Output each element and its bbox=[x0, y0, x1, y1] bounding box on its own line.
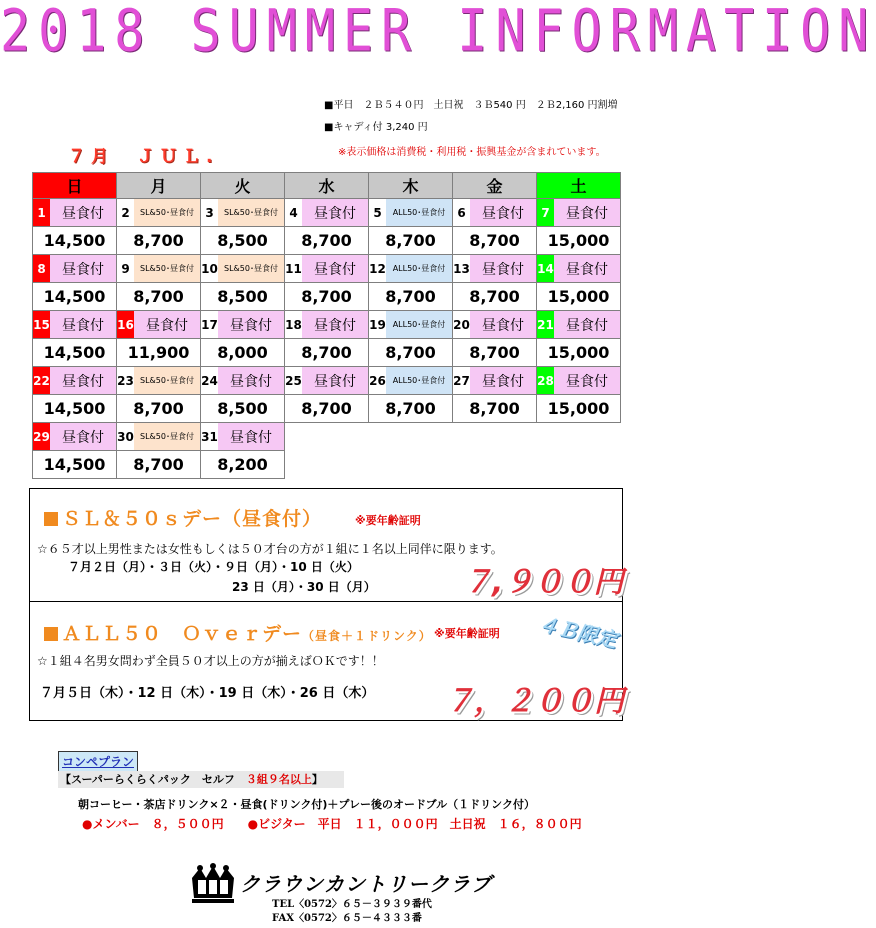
caddie-price: ■キャディ付 3,240 円 bbox=[324, 122, 428, 133]
day-price: 8,700 bbox=[453, 283, 537, 311]
day-plan-type: 昼食付 bbox=[50, 199, 116, 226]
day-number: 9 bbox=[121, 261, 130, 276]
day-price: 8,700 bbox=[369, 227, 453, 255]
day-plan-type: ALL50･昼食付 bbox=[386, 367, 452, 394]
day-price: 15,000 bbox=[537, 339, 621, 367]
day-plan-type: SL&50･昼食付 bbox=[134, 255, 200, 282]
day-plan-type: 昼食付 bbox=[554, 199, 620, 226]
day-number: 4 bbox=[289, 205, 298, 220]
day-number: 18 bbox=[285, 317, 302, 332]
day-plan-type: SL&50･昼食付 bbox=[134, 367, 200, 394]
club-tel: TEL〈0572〉６５－３９３９番代 bbox=[272, 899, 432, 910]
day-price: 8,700 bbox=[285, 227, 369, 255]
day-number: 7 bbox=[537, 199, 554, 226]
day-plan-type: SL&50･昼食付 bbox=[218, 255, 284, 282]
day-number: 16 bbox=[117, 311, 134, 338]
weekday-header: 月 bbox=[117, 173, 201, 199]
day-price: 14,500 bbox=[33, 451, 117, 479]
day-price: 15,000 bbox=[537, 395, 621, 423]
day-price: 8,500 bbox=[201, 227, 285, 255]
sl50-dates-line1: ７月２日（月）・３日（火）・９日（月）・10 日（火） bbox=[68, 560, 359, 574]
sl50-plan-title: ＳＬ＆５０ｓデー（昼食付） bbox=[44, 504, 322, 531]
calendar-day-cell bbox=[285, 255, 369, 283]
calendar-day-cell bbox=[33, 199, 117, 227]
calendar-day-cell bbox=[285, 311, 369, 339]
calendar-day-cell bbox=[369, 311, 453, 339]
day-number: 28 bbox=[537, 367, 554, 394]
day-price: 15,000 bbox=[537, 283, 621, 311]
day-number: 27 bbox=[453, 373, 470, 388]
calendar-day-cell bbox=[201, 423, 285, 451]
calendar-day-cell bbox=[369, 367, 453, 395]
day-plan-type: 昼食付 bbox=[554, 367, 620, 394]
day-number: 31 bbox=[201, 429, 218, 444]
club-name: クラウンカントリークラブ bbox=[240, 872, 492, 896]
day-price: 8,500 bbox=[201, 283, 285, 311]
package-fees: ●メンバー ８，５００円 ●ビジター 平日 １１，０００円 土日祝 １６，８００円 bbox=[82, 817, 582, 831]
calendar-day-cell bbox=[537, 367, 621, 395]
package-title: 【スーパーらくらくパック セルフ ３組９名以上】 bbox=[58, 771, 344, 788]
club-fax: FAX〈0572〉６５－４３３３番 bbox=[272, 913, 422, 924]
day-plan-type: 昼食付 bbox=[470, 367, 536, 394]
day-price: 14,500 bbox=[33, 283, 117, 311]
day-number: 25 bbox=[285, 373, 302, 388]
day-plan-type: 昼食付 bbox=[218, 311, 284, 338]
weekday-header: 木 bbox=[369, 173, 453, 199]
day-price: 8,700 bbox=[117, 451, 201, 479]
day-price: 8,700 bbox=[453, 227, 537, 255]
day-plan-type: ALL50･昼食付 bbox=[386, 199, 452, 226]
day-price: 8,700 bbox=[369, 283, 453, 311]
calendar-day-cell bbox=[201, 367, 285, 395]
calendar-day-cell bbox=[453, 367, 537, 395]
calendar-day-cell bbox=[369, 255, 453, 283]
calendar-day-cell bbox=[117, 367, 201, 395]
day-number: 11 bbox=[285, 261, 302, 276]
day-number: 24 bbox=[201, 373, 218, 388]
day-price: 8,700 bbox=[453, 339, 537, 367]
day-plan-type: 昼食付 bbox=[302, 311, 368, 338]
weekday-header: 水 bbox=[285, 173, 369, 199]
weekday-header: 土 bbox=[537, 173, 621, 199]
day-number: 30 bbox=[117, 429, 134, 444]
day-price: 14,500 bbox=[33, 395, 117, 423]
day-plan-type: 昼食付 bbox=[50, 367, 116, 394]
day-plan-type: 昼食付 bbox=[470, 255, 536, 282]
day-number: 3 bbox=[205, 205, 214, 220]
calendar-day-cell bbox=[117, 311, 201, 339]
calendar-day-cell bbox=[201, 255, 285, 283]
day-number: 13 bbox=[453, 261, 470, 276]
day-plan-type: 昼食付 bbox=[554, 311, 620, 338]
day-plan-type: 昼食付 bbox=[470, 311, 536, 338]
all50-dates: ７月５日（木）・12 日（木）・19 日（木）・26 日（木） bbox=[40, 686, 375, 701]
day-price: 15,000 bbox=[537, 227, 621, 255]
day-number: 17 bbox=[201, 317, 218, 332]
day-price: 8,700 bbox=[285, 339, 369, 367]
day-number: 19 bbox=[369, 317, 386, 332]
calendar-day-cell bbox=[33, 255, 117, 283]
calendar-day-cell bbox=[453, 199, 537, 227]
day-number: 26 bbox=[369, 373, 386, 388]
month-label: ７月 ＪＵＬ. bbox=[68, 147, 219, 167]
tax-note: ※表示価格は消費税・利用税・振興基金が含まれています。 bbox=[338, 147, 606, 158]
day-number: 5 bbox=[373, 205, 382, 220]
calendar-day-cell bbox=[201, 199, 285, 227]
day-price: 8,700 bbox=[285, 283, 369, 311]
day-number: 6 bbox=[457, 205, 466, 220]
compe-plan-label: コンペプラン bbox=[58, 751, 138, 772]
green-fee-prices: ■平日 ２Ｂ５４０円 土日祝 ３Ｂ540 円 ２Ｂ2,160 円割増 bbox=[324, 100, 618, 111]
day-plan-type: 昼食付 bbox=[50, 311, 116, 338]
day-price: 8,700 bbox=[369, 395, 453, 423]
square-bullet-icon bbox=[44, 512, 58, 526]
day-plan-type: 昼食付 bbox=[50, 423, 116, 450]
day-plan-type: 昼食付 bbox=[218, 367, 284, 394]
day-number: 10 bbox=[201, 261, 218, 276]
sl50-price: ７,９００円 bbox=[462, 565, 624, 600]
calendar-table bbox=[32, 172, 621, 479]
day-number: 20 bbox=[453, 317, 470, 332]
day-price: 8,700 bbox=[117, 283, 201, 311]
day-number: 12 bbox=[369, 261, 386, 276]
weekday-header: 金 bbox=[453, 173, 537, 199]
calendar-day-cell bbox=[117, 423, 201, 451]
four-ball-limited-badge: ４Ｂ限定 bbox=[536, 611, 620, 653]
all50-condition: ☆１組４名男女問わず全員５０才以上の方が揃えばＯＫです！！ bbox=[37, 654, 384, 668]
day-plan-type: SL&50･昼食付 bbox=[218, 199, 284, 226]
all50-age-note: ※要年齢証明 bbox=[434, 627, 500, 640]
day-plan-type: 昼食付 bbox=[470, 199, 536, 226]
sl50-age-note: ※要年齢証明 bbox=[355, 514, 421, 527]
day-price: 11,900 bbox=[117, 339, 201, 367]
day-number: 29 bbox=[33, 423, 50, 450]
day-plan-type: 昼食付 bbox=[302, 199, 368, 226]
day-price: 8,700 bbox=[285, 395, 369, 423]
day-plan-type: 昼食付 bbox=[554, 255, 620, 282]
day-price: 8,200 bbox=[201, 451, 285, 479]
calendar-day-cell bbox=[453, 311, 537, 339]
all50-plan-title: ＡＬＬ５０ Ｏｖｅｒデー（昼食＋１ドリンク） bbox=[44, 619, 432, 646]
day-number: 22 bbox=[33, 367, 50, 394]
day-price: 8,700 bbox=[117, 395, 201, 423]
calendar-day-cell bbox=[117, 255, 201, 283]
calendar-day-cell bbox=[537, 311, 621, 339]
day-number: 1 bbox=[33, 199, 50, 226]
calendar-day-cell bbox=[369, 199, 453, 227]
weekday-header: 日 bbox=[33, 173, 117, 199]
day-plan-type: 昼食付 bbox=[302, 367, 368, 394]
calendar-day-cell bbox=[33, 311, 117, 339]
day-price: 8,700 bbox=[369, 339, 453, 367]
calendar-day-cell bbox=[201, 311, 285, 339]
day-number: 2 bbox=[121, 205, 130, 220]
day-number: 8 bbox=[33, 255, 50, 282]
day-plan-type: 昼食付 bbox=[134, 311, 200, 338]
day-plan-type: ALL50･昼食付 bbox=[386, 255, 452, 282]
page-title: 2018 SUMMER INFORMATION bbox=[0, 0, 876, 65]
day-number: 23 bbox=[117, 373, 134, 388]
day-plan-type: SL&50･昼食付 bbox=[134, 199, 200, 226]
calendar-day-cell bbox=[285, 367, 369, 395]
all50-price: ７，２００円 bbox=[444, 684, 624, 719]
calendar-day-cell bbox=[33, 423, 117, 451]
calendar-day-cell bbox=[453, 255, 537, 283]
sl50-condition: ☆６５才以上男性または女性もしくは５０才台の方が１組に１名以上同伴に限ります。 bbox=[37, 542, 503, 556]
day-plan-type: 昼食付 bbox=[302, 255, 368, 282]
calendar-day-cell bbox=[537, 199, 621, 227]
calendar-day-cell bbox=[537, 255, 621, 283]
package-contents: 朝コーヒー・茶店ドリンク×２・昼食(ドリンク付)＋プレー後のオードブル（１ドリンク付） bbox=[78, 798, 535, 811]
weekday-header: 火 bbox=[201, 173, 285, 199]
calendar-day-cell bbox=[117, 199, 201, 227]
day-price: 8,700 bbox=[453, 395, 537, 423]
square-bullet-icon bbox=[44, 627, 58, 641]
day-plan-type: SL&50･昼食付 bbox=[134, 423, 200, 450]
day-price: 8,700 bbox=[117, 227, 201, 255]
day-number: 15 bbox=[33, 311, 50, 338]
day-price: 8,500 bbox=[201, 395, 285, 423]
day-number: 21 bbox=[537, 311, 554, 338]
calendar-day-cell bbox=[285, 199, 369, 227]
day-number: 14 bbox=[537, 255, 554, 282]
calendar-day-cell bbox=[33, 367, 117, 395]
day-price: 8,000 bbox=[201, 339, 285, 367]
day-price: 14,500 bbox=[33, 227, 117, 255]
crown-logo-icon bbox=[190, 864, 236, 904]
sl50-dates-line2: 23 日（月）・30 日（月） bbox=[232, 580, 376, 594]
day-plan-type: ALL50･昼食付 bbox=[386, 311, 452, 338]
day-plan-type: 昼食付 bbox=[218, 423, 284, 450]
day-plan-type: 昼食付 bbox=[50, 255, 116, 282]
day-price: 14,500 bbox=[33, 339, 117, 367]
